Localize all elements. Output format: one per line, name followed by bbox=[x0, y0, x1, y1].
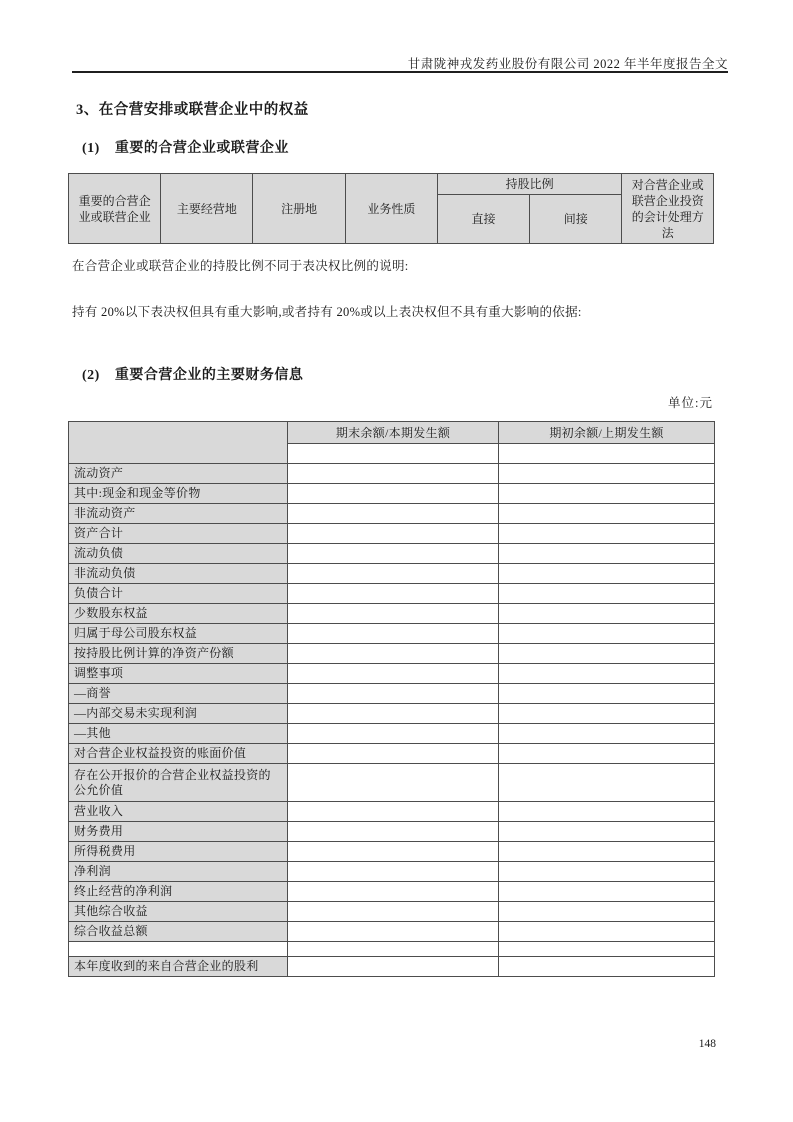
value-cell-beginning bbox=[499, 464, 715, 484]
row-label-cell: 终止经营的净利润 bbox=[69, 882, 288, 902]
value-cell-beginning bbox=[499, 862, 715, 882]
value-cell-beginning bbox=[499, 544, 715, 564]
table-row bbox=[69, 882, 715, 902]
value-cell-ending bbox=[288, 524, 499, 544]
value-cell-beginning bbox=[499, 957, 715, 977]
row-label-cell: 其他综合收益 bbox=[69, 902, 288, 922]
value-cell-ending bbox=[288, 822, 499, 842]
table-row bbox=[69, 902, 715, 922]
row-label-cell: 流动资产 bbox=[69, 464, 288, 484]
value-cell-ending bbox=[288, 504, 499, 524]
table-row bbox=[69, 724, 715, 744]
value-cell-beginning bbox=[499, 802, 715, 822]
table-row bbox=[69, 484, 715, 504]
row-label-cell: —商誉 bbox=[69, 684, 288, 704]
significant-influence-note: 持有 20%以下表决权但具有重大影响,或者持有 20%或以上表决权但不具有重大影响的依据: bbox=[72, 305, 582, 319]
value-cell-beginning bbox=[499, 604, 715, 624]
table-row bbox=[69, 524, 715, 544]
jv-header-entity: 重要的合营企业或联营企业 bbox=[69, 174, 161, 244]
row-label-cell: 非流动负债 bbox=[69, 564, 288, 584]
row-label-cell: —内部交易未实现利润 bbox=[69, 704, 288, 724]
jv-header-business-nature: 业务性质 bbox=[345, 174, 437, 244]
value-cell-ending bbox=[288, 842, 499, 862]
table-row bbox=[69, 644, 715, 664]
row-label-cell: 存在公开报价的合营企业权益投资的公允价值 bbox=[69, 764, 288, 802]
value-cell-beginning bbox=[499, 444, 715, 464]
value-cell-ending bbox=[288, 724, 499, 744]
value-cell-ending bbox=[288, 922, 499, 942]
subsection-2-number: (2) bbox=[82, 368, 100, 383]
fin-header-ending-balance: 期末余额/本期发生额 bbox=[288, 422, 499, 444]
page-number: 148 bbox=[698, 1038, 716, 1050]
subsection-1-title: 重要的合营企业或联营企业 bbox=[114, 141, 289, 156]
value-cell-ending bbox=[288, 902, 499, 922]
value-cell-ending bbox=[288, 544, 499, 564]
table-row bbox=[69, 604, 715, 624]
row-label-cell: 营业收入 bbox=[69, 802, 288, 822]
table-row bbox=[69, 464, 715, 484]
value-cell-beginning bbox=[499, 822, 715, 842]
value-cell-ending bbox=[288, 484, 499, 504]
value-cell-beginning bbox=[499, 664, 715, 684]
value-cell-ending bbox=[288, 744, 499, 764]
header-divider-rule bbox=[72, 71, 728, 73]
value-cell-ending bbox=[288, 942, 499, 957]
table-row bbox=[69, 842, 715, 862]
value-cell-beginning bbox=[499, 684, 715, 704]
value-cell-ending bbox=[288, 704, 499, 724]
value-cell-ending bbox=[288, 684, 499, 704]
value-cell-ending bbox=[288, 564, 499, 584]
financial-info-table-body bbox=[69, 422, 715, 977]
table-row bbox=[69, 684, 715, 704]
value-cell-beginning bbox=[499, 524, 715, 544]
unit-label: 单位:元 bbox=[668, 396, 713, 410]
subsection-2-heading bbox=[82, 364, 303, 384]
table-row bbox=[69, 704, 715, 724]
row-label-cell: 调整事项 bbox=[69, 664, 288, 684]
fin-header-corner-cell bbox=[69, 422, 288, 464]
value-cell-ending bbox=[288, 664, 499, 684]
row-label-cell: 按持股比例计算的净资产份额 bbox=[69, 644, 288, 664]
jv-table-header-row-1 bbox=[69, 174, 714, 195]
value-cell-ending bbox=[288, 464, 499, 484]
fin-header-beginning-balance: 期初余额/上期发生额 bbox=[499, 422, 715, 444]
value-cell-ending bbox=[288, 764, 499, 802]
value-cell-beginning bbox=[499, 724, 715, 744]
table-row bbox=[69, 822, 715, 842]
row-label-cell: 对合营企业权益投资的账面价值 bbox=[69, 744, 288, 764]
row-label-cell: 净利润 bbox=[69, 862, 288, 882]
value-cell-ending bbox=[288, 644, 499, 664]
value-cell-beginning bbox=[499, 882, 715, 902]
subsection-1-number: (1) bbox=[82, 141, 100, 156]
row-label-cell: 归属于母公司股东权益 bbox=[69, 624, 288, 644]
value-cell-beginning bbox=[499, 842, 715, 862]
jv-header-accounting-method: 对合营企业或联营企业投资的会计处理方法 bbox=[622, 174, 714, 244]
table-row bbox=[69, 764, 715, 802]
value-cell-ending bbox=[288, 802, 499, 822]
jv-header-main-place: 主要经营地 bbox=[161, 174, 253, 244]
table-row bbox=[69, 942, 715, 957]
row-label-cell: 财务费用 bbox=[69, 822, 288, 842]
value-cell-ending bbox=[288, 624, 499, 644]
value-cell-beginning bbox=[499, 744, 715, 764]
row-label-cell: —其他 bbox=[69, 724, 288, 744]
subsection-2-title: 重要合营企业的主要财务信息 bbox=[114, 368, 304, 383]
value-cell-beginning bbox=[499, 564, 715, 584]
value-cell-beginning bbox=[499, 704, 715, 724]
value-cell-beginning bbox=[499, 644, 715, 664]
jv-header-holding-ratio: 持股比例 bbox=[437, 174, 621, 195]
table-row bbox=[69, 957, 715, 977]
table-row bbox=[69, 922, 715, 942]
value-cell-ending bbox=[288, 882, 499, 902]
jv-header-direct: 直接 bbox=[437, 195, 529, 244]
running-header-title: 甘肃陇神戎发药业股份有限公司 2022 年半年度报告全文 bbox=[407, 57, 728, 71]
table-row bbox=[69, 564, 715, 584]
jv-header-registered-place: 注册地 bbox=[253, 174, 345, 244]
row-label-cell: 综合收益总额 bbox=[69, 922, 288, 942]
table-row bbox=[69, 862, 715, 882]
table-row bbox=[69, 744, 715, 764]
table-row bbox=[69, 584, 715, 604]
table-row bbox=[69, 664, 715, 684]
voting-ratio-note: 在合营企业或联营企业的持股比例不同于表决权比例的说明: bbox=[72, 259, 409, 273]
table-row bbox=[69, 624, 715, 644]
row-label-cell bbox=[69, 942, 288, 957]
joint-venture-table bbox=[68, 173, 714, 244]
row-label-cell: 非流动资产 bbox=[69, 504, 288, 524]
value-cell-beginning bbox=[499, 942, 715, 957]
financial-info-table bbox=[68, 421, 715, 977]
value-cell-ending bbox=[288, 957, 499, 977]
subsection-1-heading bbox=[82, 137, 289, 157]
row-label-cell: 流动负债 bbox=[69, 544, 288, 564]
value-cell-beginning bbox=[499, 764, 715, 802]
table-row bbox=[69, 802, 715, 822]
fin-table-header-row bbox=[69, 422, 715, 444]
section-heading: 3、在合营安排或联营企业中的权益 bbox=[76, 102, 309, 118]
value-cell-ending bbox=[288, 604, 499, 624]
value-cell-beginning bbox=[499, 902, 715, 922]
value-cell-beginning bbox=[499, 584, 715, 604]
row-label-cell: 少数股东权益 bbox=[69, 604, 288, 624]
value-cell-ending bbox=[288, 862, 499, 882]
value-cell-beginning bbox=[499, 484, 715, 504]
value-cell-beginning bbox=[499, 624, 715, 644]
row-label-cell: 负债合计 bbox=[69, 584, 288, 604]
row-label-cell: 资产合计 bbox=[69, 524, 288, 544]
table-row bbox=[69, 504, 715, 524]
value-cell-beginning bbox=[499, 922, 715, 942]
value-cell-ending bbox=[288, 444, 499, 464]
value-cell-beginning bbox=[499, 504, 715, 524]
table-row bbox=[69, 544, 715, 564]
value-cell-ending bbox=[288, 584, 499, 604]
row-label-cell: 所得税费用 bbox=[69, 842, 288, 862]
row-label-cell: 本年度收到的来自合营企业的股利 bbox=[69, 957, 288, 977]
jv-header-indirect: 间接 bbox=[530, 195, 622, 244]
row-label-cell: 其中:现金和现金等价物 bbox=[69, 484, 288, 504]
